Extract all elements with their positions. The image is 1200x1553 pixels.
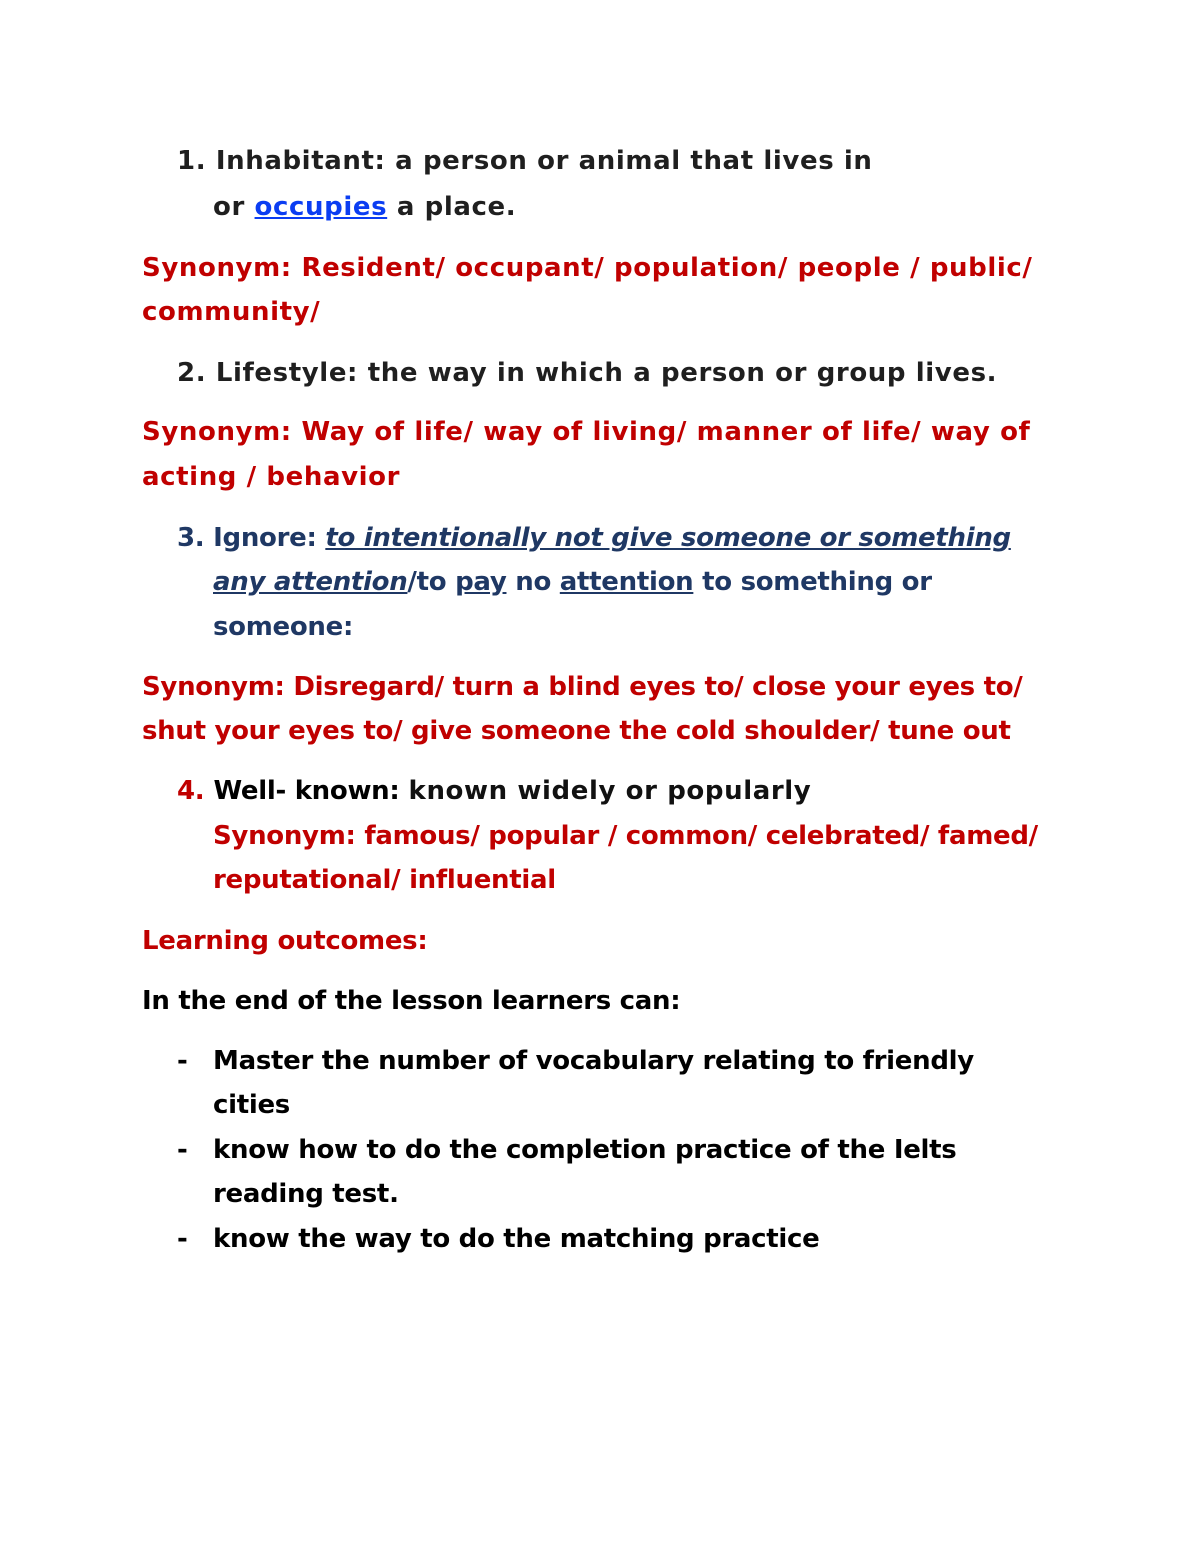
item-definition: a person or animal that lives in bbox=[395, 146, 873, 176]
item-3-line-3: someone: bbox=[213, 612, 354, 642]
item-term: Well- known: bbox=[213, 776, 400, 806]
synonym-2-line-1: Synonym: Way of life/ way of living/ manner of life/ way of bbox=[142, 417, 1031, 447]
word-pay: pay bbox=[455, 567, 507, 597]
bullet-marker: - bbox=[177, 1046, 188, 1076]
item-number: 2. bbox=[177, 358, 207, 388]
definition-text: /to bbox=[407, 567, 447, 597]
outcome-2-line-1: know how to do the completion practice of the Ielts bbox=[213, 1135, 957, 1165]
synonym-3-line-1: Synonym: Disregard/ turn a blind eyes to/ close your eyes to/ bbox=[142, 672, 1023, 702]
definition-text: a place. bbox=[396, 192, 517, 222]
item-4-line-1 bbox=[177, 776, 811, 806]
outcomes-intro: In the end of the lesson learners can: bbox=[142, 986, 681, 1016]
item-number: 4. bbox=[177, 776, 205, 806]
item-number: 1. bbox=[177, 146, 207, 176]
occupies-link[interactable]: occupies bbox=[254, 192, 388, 222]
item-2-line-1 bbox=[177, 358, 997, 388]
outcomes-heading: Learning outcomes: bbox=[142, 926, 428, 956]
item-3-line-2 bbox=[213, 567, 932, 597]
word-attention: attention bbox=[559, 567, 694, 597]
synonym-4-line-1: Synonym: famous/ popular / common/ celebrated/ famed/ bbox=[213, 821, 1038, 851]
outcome-1-line-2: cities bbox=[213, 1090, 290, 1120]
synonym-2-line-2: acting / behavior bbox=[142, 462, 401, 492]
item-term: Lifestyle: bbox=[215, 358, 359, 388]
synonym-3-line-2: shut your eyes to/ give someone the cold shoulder/ tune out bbox=[142, 716, 1011, 746]
definition-text: no bbox=[515, 567, 552, 597]
bullet-marker: - bbox=[177, 1224, 188, 1254]
definition-italic: any attention bbox=[213, 567, 408, 597]
synonym-4-line-2: reputational/ influential bbox=[213, 865, 556, 895]
bullet-marker: - bbox=[177, 1135, 188, 1165]
outcome-2-line-2: reading test. bbox=[213, 1179, 399, 1209]
item-definition: known widely or popularly bbox=[408, 776, 812, 806]
item-definition: the way in which a person or group lives. bbox=[367, 358, 998, 388]
synonym-1-line-1: Synonym: Resident/ occupant/ population/ people / public/ bbox=[142, 253, 1033, 283]
outcome-1-line-1: Master the number of vocabulary relating to friendly bbox=[213, 1046, 974, 1076]
item-term: Ignore: bbox=[213, 523, 317, 553]
definition-text: or bbox=[213, 192, 245, 222]
definition-text: to something or bbox=[702, 567, 932, 597]
outcome-3-line-1: know the way to do the matching practice bbox=[213, 1224, 820, 1254]
item-1-line-2 bbox=[213, 192, 516, 222]
item-number: 3. bbox=[177, 523, 205, 553]
item-definition: to intentionally not give someone or something bbox=[325, 523, 1011, 553]
synonym-1-line-2: community/ bbox=[142, 297, 321, 327]
item-term: Inhabitant: bbox=[215, 146, 386, 176]
item-3-line-1 bbox=[177, 523, 1011, 553]
item-1-line-1 bbox=[177, 146, 873, 176]
